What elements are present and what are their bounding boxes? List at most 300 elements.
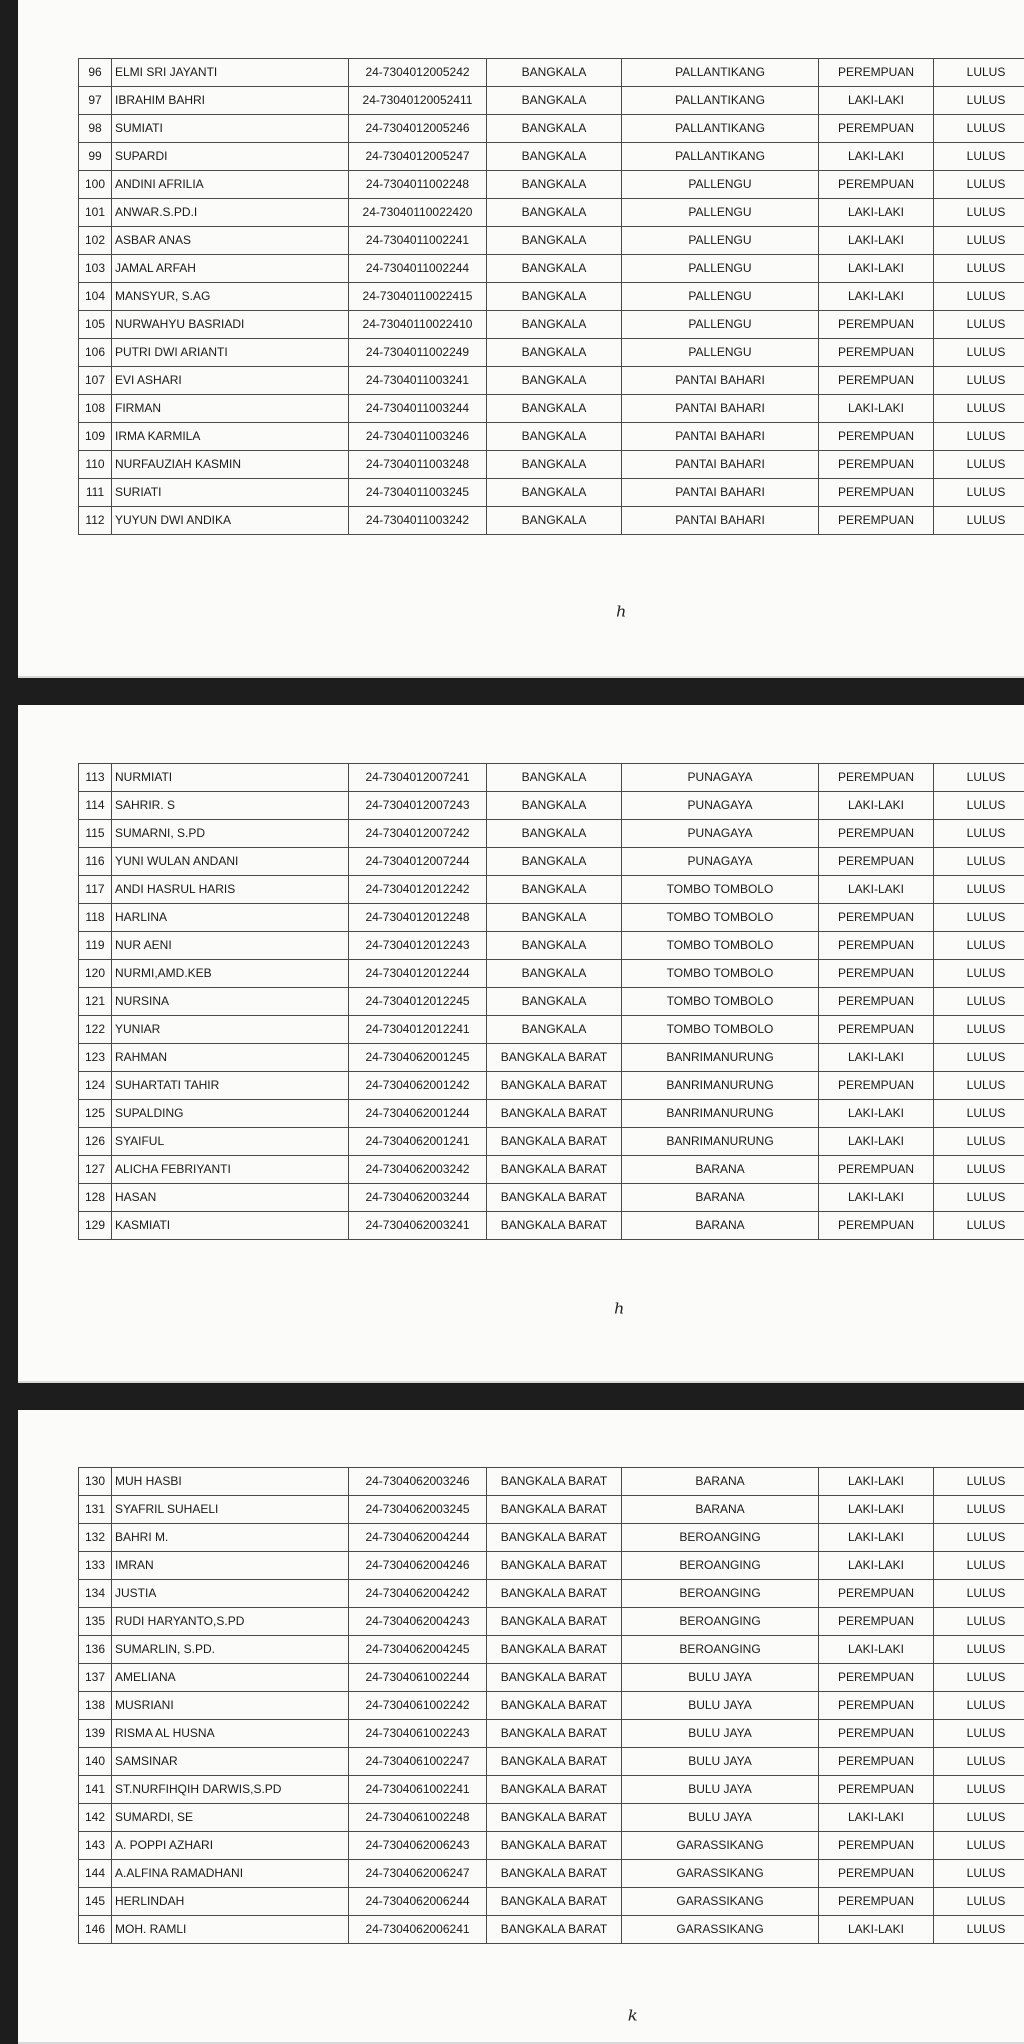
participant-id-cell: 24-7304011002244 xyxy=(349,255,487,283)
row-number-cell: 136 xyxy=(79,1636,112,1664)
result-status-cell: LULUS xyxy=(934,820,1024,848)
row-number-cell: 121 xyxy=(79,988,112,1016)
row-number-cell: 128 xyxy=(79,1184,112,1212)
row-number-cell: 100 xyxy=(79,171,112,199)
district-cell: BANGKALA xyxy=(487,848,622,876)
table-row xyxy=(79,1524,1024,1552)
participant-id-cell: 24-7304012007241 xyxy=(349,764,487,792)
participant-id-cell: 24-7304062006243 xyxy=(349,1832,487,1860)
village-cell: BARANA xyxy=(622,1496,819,1524)
row-number-cell: 97 xyxy=(79,87,112,115)
participant-name-cell: SUPALDING xyxy=(112,1100,349,1128)
result-status-cell: LULUS xyxy=(934,143,1024,171)
participant-id-cell: 24-7304012012245 xyxy=(349,988,487,1016)
district-cell: BANGKALA BARAT xyxy=(487,1524,622,1552)
row-number-cell: 105 xyxy=(79,311,112,339)
table-row xyxy=(79,199,1024,227)
gender-cell: PEREMPUAN xyxy=(819,479,934,507)
participant-name-cell: SUPARDI xyxy=(112,143,349,171)
table-row xyxy=(79,255,1024,283)
district-cell: BANGKALA xyxy=(487,367,622,395)
village-cell: PALLENGU xyxy=(622,199,819,227)
gender-cell: LAKI-LAKI xyxy=(819,395,934,423)
table-row xyxy=(79,115,1024,143)
participant-name-cell: SUMARDI, SE xyxy=(112,1804,349,1832)
table-row xyxy=(79,507,1024,535)
table-row xyxy=(79,395,1024,423)
participant-name-cell: MOH. RAMLI xyxy=(112,1916,349,1944)
row-number-cell: 111 xyxy=(79,479,112,507)
village-cell: TOMBO TOMBOLO xyxy=(622,932,819,960)
result-status-cell: LULUS xyxy=(934,1636,1024,1664)
participant-id-cell: 24-7304012005242 xyxy=(349,59,487,87)
results-table xyxy=(78,58,1024,535)
row-number-cell: 145 xyxy=(79,1888,112,1916)
district-cell: BANGKALA BARAT xyxy=(487,1156,622,1184)
result-status-cell: LULUS xyxy=(934,1156,1024,1184)
district-cell: BANGKALA BARAT xyxy=(487,1552,622,1580)
gender-cell: LAKI-LAKI xyxy=(819,1524,934,1552)
gender-cell: LAKI-LAKI xyxy=(819,1804,934,1832)
table-row xyxy=(79,479,1024,507)
table-row xyxy=(79,1184,1024,1212)
district-cell: BANGKALA xyxy=(487,115,622,143)
table-row xyxy=(79,1496,1024,1524)
village-cell: TOMBO TOMBOLO xyxy=(622,1016,819,1044)
gender-cell: PEREMPUAN xyxy=(819,1156,934,1184)
table-body xyxy=(79,764,1024,1240)
result-status-cell: LULUS xyxy=(934,1664,1024,1692)
table-row xyxy=(79,423,1024,451)
row-number-cell: 133 xyxy=(79,1552,112,1580)
gender-cell: PEREMPUAN xyxy=(819,904,934,932)
participant-id-cell: 24-7304062004243 xyxy=(349,1608,487,1636)
gender-cell: PEREMPUAN xyxy=(819,171,934,199)
village-cell: BANRIMANURUNG xyxy=(622,1044,819,1072)
village-cell: GARASSIKANG xyxy=(622,1832,819,1860)
participant-name-cell: EVI ASHARI xyxy=(112,367,349,395)
result-status-cell: LULUS xyxy=(934,115,1024,143)
participant-name-cell: SUMARNI, S.PD xyxy=(112,820,349,848)
row-number-cell: 127 xyxy=(79,1156,112,1184)
table-row xyxy=(79,988,1024,1016)
result-status-cell: LULUS xyxy=(934,1692,1024,1720)
table-row xyxy=(79,1128,1024,1156)
table-row xyxy=(79,1636,1024,1664)
participant-name-cell: ASBAR ANAS xyxy=(112,227,349,255)
district-cell: BANGKALA BARAT xyxy=(487,1748,622,1776)
row-number-cell: 143 xyxy=(79,1832,112,1860)
village-cell: TOMBO TOMBOLO xyxy=(622,904,819,932)
village-cell: BEROANGING xyxy=(622,1608,819,1636)
participant-id-cell: 24-7304062003244 xyxy=(349,1184,487,1212)
table-row xyxy=(79,1776,1024,1804)
participant-id-cell: 24-7304062003246 xyxy=(349,1468,487,1496)
gender-cell: PEREMPUAN xyxy=(819,1072,934,1100)
village-cell: PANTAI BAHARI xyxy=(622,367,819,395)
result-status-cell: LULUS xyxy=(934,1100,1024,1128)
village-cell: PANTAI BAHARI xyxy=(622,507,819,535)
table-row xyxy=(79,1692,1024,1720)
district-cell: BANGKALA xyxy=(487,87,622,115)
village-cell: BULU JAYA xyxy=(622,1720,819,1748)
row-number-cell: 119 xyxy=(79,932,112,960)
participant-name-cell: KASMIATI xyxy=(112,1212,349,1240)
participant-name-cell: RISMA AL HUSNA xyxy=(112,1720,349,1748)
row-number-cell: 141 xyxy=(79,1776,112,1804)
result-status-cell: LULUS xyxy=(934,171,1024,199)
result-status-cell: LULUS xyxy=(934,1128,1024,1156)
table-row xyxy=(79,59,1024,87)
village-cell: BEROANGING xyxy=(622,1580,819,1608)
participant-name-cell: PUTRI DWI ARIANTI xyxy=(112,339,349,367)
participant-name-cell: SAHRIR. S xyxy=(112,792,349,820)
participant-name-cell: AMELIANA xyxy=(112,1664,349,1692)
table-body xyxy=(79,59,1024,535)
row-number-cell: 120 xyxy=(79,960,112,988)
gender-cell: PEREMPUAN xyxy=(819,960,934,988)
table-row xyxy=(79,1860,1024,1888)
district-cell: BANGKALA BARAT xyxy=(487,1580,622,1608)
participant-name-cell: ANWAR.S.PD.I xyxy=(112,199,349,227)
district-cell: BANGKALA xyxy=(487,988,622,1016)
village-cell: BANRIMANURUNG xyxy=(622,1072,819,1100)
table-row xyxy=(79,367,1024,395)
district-cell: BANGKALA xyxy=(487,960,622,988)
district-cell: BANGKALA BARAT xyxy=(487,1072,622,1100)
district-cell: BANGKALA BARAT xyxy=(487,1888,622,1916)
participant-name-cell: NUR AENI xyxy=(112,932,349,960)
village-cell: BULU JAYA xyxy=(622,1664,819,1692)
district-cell: BANGKALA xyxy=(487,395,622,423)
village-cell: GARASSIKANG xyxy=(622,1916,819,1944)
district-cell: BANGKALA BARAT xyxy=(487,1804,622,1832)
district-cell: BANGKALA xyxy=(487,876,622,904)
table-row xyxy=(79,451,1024,479)
participant-id-cell: 24-73040110022420 xyxy=(349,199,487,227)
result-status-cell: LULUS xyxy=(934,87,1024,115)
result-status-cell: LULUS xyxy=(934,283,1024,311)
result-status-cell: LULUS xyxy=(934,792,1024,820)
village-cell: PALLANTIKANG xyxy=(622,115,819,143)
table-row xyxy=(79,1468,1024,1496)
result-status-cell: LULUS xyxy=(934,876,1024,904)
participant-name-cell: HERLINDAH xyxy=(112,1888,349,1916)
gender-cell: LAKI-LAKI xyxy=(819,876,934,904)
participant-name-cell: NURSINA xyxy=(112,988,349,1016)
row-number-cell: 132 xyxy=(79,1524,112,1552)
row-number-cell: 107 xyxy=(79,367,112,395)
gender-cell: LAKI-LAKI xyxy=(819,283,934,311)
gender-cell: PEREMPUAN xyxy=(819,1720,934,1748)
participant-id-cell: 24-7304011003242 xyxy=(349,507,487,535)
result-status-cell: LULUS xyxy=(934,1468,1024,1496)
table-row xyxy=(79,1916,1024,1944)
gender-cell: LAKI-LAKI xyxy=(819,255,934,283)
table-row xyxy=(79,87,1024,115)
result-status-cell: LULUS xyxy=(934,960,1024,988)
district-cell: BANGKALA BARAT xyxy=(487,1128,622,1156)
participant-name-cell: SYAFRIL SUHAELI xyxy=(112,1496,349,1524)
village-cell: PUNAGAYA xyxy=(622,848,819,876)
row-number-cell: 96 xyxy=(79,59,112,87)
result-status-cell: LULUS xyxy=(934,339,1024,367)
row-number-cell: 144 xyxy=(79,1860,112,1888)
participant-name-cell: YUNI WULAN ANDANI xyxy=(112,848,349,876)
village-cell: BULU JAYA xyxy=(622,1776,819,1804)
district-cell: BANGKALA xyxy=(487,764,622,792)
table-row xyxy=(79,1664,1024,1692)
village-cell: PUNAGAYA xyxy=(622,792,819,820)
table-row xyxy=(79,1888,1024,1916)
result-status-cell: LULUS xyxy=(934,988,1024,1016)
row-number-cell: 101 xyxy=(79,199,112,227)
village-cell: PALLENGU xyxy=(622,171,819,199)
participant-id-cell: 24-7304012007243 xyxy=(349,792,487,820)
participant-id-cell: 24-7304061002247 xyxy=(349,1748,487,1776)
row-number-cell: 139 xyxy=(79,1720,112,1748)
row-number-cell: 142 xyxy=(79,1804,112,1832)
participant-name-cell: A.ALFINA RAMADHANI xyxy=(112,1860,349,1888)
row-number-cell: 114 xyxy=(79,792,112,820)
table-row xyxy=(79,764,1024,792)
district-cell: BANGKALA BARAT xyxy=(487,1860,622,1888)
participant-name-cell: ELMI SRI JAYANTI xyxy=(112,59,349,87)
gender-cell: PEREMPUAN xyxy=(819,423,934,451)
participant-id-cell: 24-7304061002248 xyxy=(349,1804,487,1832)
district-cell: BANGKALA BARAT xyxy=(487,1720,622,1748)
result-status-cell: LULUS xyxy=(934,1804,1024,1832)
village-cell: BEROANGING xyxy=(622,1524,819,1552)
village-cell: PALLENGU xyxy=(622,311,819,339)
participant-id-cell: 24-7304011003244 xyxy=(349,395,487,423)
gender-cell: PEREMPUAN xyxy=(819,115,934,143)
participant-name-cell: A. POPPI AZHARI xyxy=(112,1832,349,1860)
district-cell: BANGKALA xyxy=(487,423,622,451)
table-row xyxy=(79,1552,1024,1580)
participant-name-cell: IRMA KARMILA xyxy=(112,423,349,451)
district-cell: BANGKALA xyxy=(487,339,622,367)
gender-cell: LAKI-LAKI xyxy=(819,1468,934,1496)
village-cell: TOMBO TOMBOLO xyxy=(622,960,819,988)
table-row xyxy=(79,792,1024,820)
handwritten-initial: ʰ xyxy=(614,1299,626,1329)
row-number-cell: 117 xyxy=(79,876,112,904)
row-number-cell: 130 xyxy=(79,1468,112,1496)
participant-id-cell: 24-7304062003245 xyxy=(349,1496,487,1524)
district-cell: BANGKALA xyxy=(487,932,622,960)
participant-id-cell: 24-7304012007244 xyxy=(349,848,487,876)
participant-name-cell: SUHARTATI TAHIR xyxy=(112,1072,349,1100)
result-status-cell: LULUS xyxy=(934,507,1024,535)
participant-id-cell: 24-7304011003245 xyxy=(349,479,487,507)
gender-cell: PEREMPUAN xyxy=(819,932,934,960)
result-status-cell: LULUS xyxy=(934,1212,1024,1240)
row-number-cell: 122 xyxy=(79,1016,112,1044)
result-status-cell: LULUS xyxy=(934,1072,1024,1100)
result-status-cell: LULUS xyxy=(934,1748,1024,1776)
participant-name-cell: SUMIATI xyxy=(112,115,349,143)
participant-id-cell: 24-7304012012243 xyxy=(349,932,487,960)
result-status-cell: LULUS xyxy=(934,1608,1024,1636)
gender-cell: LAKI-LAKI xyxy=(819,199,934,227)
participant-id-cell: 24-7304062003241 xyxy=(349,1212,487,1240)
result-status-cell: LULUS xyxy=(934,1184,1024,1212)
gender-cell: PEREMPUAN xyxy=(819,1016,934,1044)
gender-cell: LAKI-LAKI xyxy=(819,1636,934,1664)
result-status-cell: LULUS xyxy=(934,59,1024,87)
row-number-cell: 110 xyxy=(79,451,112,479)
participant-name-cell: YUYUN DWI ANDIKA xyxy=(112,507,349,535)
village-cell: GARASSIKANG xyxy=(622,1860,819,1888)
participant-name-cell: HARLINA xyxy=(112,904,349,932)
district-cell: BANGKALA BARAT xyxy=(487,1692,622,1720)
participant-id-cell: 24-7304012012248 xyxy=(349,904,487,932)
district-cell: BANGKALA xyxy=(487,792,622,820)
document-page-3 xyxy=(18,1410,1024,2044)
participant-id-cell: 24-7304062001244 xyxy=(349,1100,487,1128)
participant-id-cell: 24-7304062001242 xyxy=(349,1072,487,1100)
row-number-cell: 115 xyxy=(79,820,112,848)
gender-cell: LAKI-LAKI xyxy=(819,1552,934,1580)
handwritten-initial: ᵏ xyxy=(628,2006,638,2036)
gender-cell: LAKI-LAKI xyxy=(819,227,934,255)
result-status-cell: LULUS xyxy=(934,1720,1024,1748)
participant-id-cell: 24-73040120052411 xyxy=(349,87,487,115)
participant-name-cell: MUSRIANI xyxy=(112,1692,349,1720)
participant-name-cell: SYAIFUL xyxy=(112,1128,349,1156)
row-number-cell: 124 xyxy=(79,1072,112,1100)
village-cell: BULU JAYA xyxy=(622,1692,819,1720)
participant-id-cell: 24-7304011003241 xyxy=(349,367,487,395)
result-status-cell: LULUS xyxy=(934,227,1024,255)
gender-cell: LAKI-LAKI xyxy=(819,143,934,171)
table-row xyxy=(79,1212,1024,1240)
district-cell: BANGKALA xyxy=(487,199,622,227)
result-status-cell: LULUS xyxy=(934,1552,1024,1580)
district-cell: BANGKALA xyxy=(487,171,622,199)
district-cell: BANGKALA xyxy=(487,479,622,507)
village-cell: BEROANGING xyxy=(622,1552,819,1580)
row-number-cell: 99 xyxy=(79,143,112,171)
gender-cell: PEREMPUAN xyxy=(819,1748,934,1776)
table-row xyxy=(79,1156,1024,1184)
participant-id-cell: 24-7304011003248 xyxy=(349,451,487,479)
table-row xyxy=(79,227,1024,255)
table-row xyxy=(79,932,1024,960)
participant-name-cell: JAMAL ARFAH xyxy=(112,255,349,283)
row-number-cell: 102 xyxy=(79,227,112,255)
table-row xyxy=(79,1100,1024,1128)
gender-cell: PEREMPUAN xyxy=(819,1608,934,1636)
row-number-cell: 112 xyxy=(79,507,112,535)
district-cell: BANGKALA BARAT xyxy=(487,1184,622,1212)
handwritten-initial: ʰ xyxy=(616,602,628,632)
result-status-cell: LULUS xyxy=(934,423,1024,451)
row-number-cell: 103 xyxy=(79,255,112,283)
village-cell: BANRIMANURUNG xyxy=(622,1100,819,1128)
table-row xyxy=(79,1044,1024,1072)
row-number-cell: 118 xyxy=(79,904,112,932)
village-cell: PUNAGAYA xyxy=(622,820,819,848)
village-cell: PALLENGU xyxy=(622,283,819,311)
participant-id-cell: 24-7304012012244 xyxy=(349,960,487,988)
district-cell: BANGKALA xyxy=(487,59,622,87)
participant-id-cell: 24-7304061002244 xyxy=(349,1664,487,1692)
gender-cell: PEREMPUAN xyxy=(819,1580,934,1608)
participant-id-cell: 24-7304061002243 xyxy=(349,1720,487,1748)
row-number-cell: 134 xyxy=(79,1580,112,1608)
participant-id-cell: 24-7304012012242 xyxy=(349,876,487,904)
table-row xyxy=(79,1580,1024,1608)
participant-id-cell: 24-7304011002241 xyxy=(349,227,487,255)
participant-id-cell: 24-7304011002249 xyxy=(349,339,487,367)
participant-name-cell: IMRAN xyxy=(112,1552,349,1580)
participant-id-cell: 24-7304011003246 xyxy=(349,423,487,451)
gender-cell: LAKI-LAKI xyxy=(819,1100,934,1128)
participant-name-cell: ANDINI AFRILIA xyxy=(112,171,349,199)
gender-cell: PEREMPUAN xyxy=(819,848,934,876)
gender-cell: PEREMPUAN xyxy=(819,1832,934,1860)
village-cell: PANTAI BAHARI xyxy=(622,479,819,507)
row-number-cell: 126 xyxy=(79,1128,112,1156)
participant-name-cell: BAHRI M. xyxy=(112,1524,349,1552)
table-row xyxy=(79,1748,1024,1776)
result-status-cell: LULUS xyxy=(934,904,1024,932)
gender-cell: LAKI-LAKI xyxy=(819,1496,934,1524)
result-status-cell: LULUS xyxy=(934,1916,1024,1944)
result-status-cell: LULUS xyxy=(934,1832,1024,1860)
participant-name-cell: SAMSINAR xyxy=(112,1748,349,1776)
participant-id-cell: 24-73040110022415 xyxy=(349,283,487,311)
district-cell: BANGKALA xyxy=(487,507,622,535)
table-row xyxy=(79,1720,1024,1748)
row-number-cell: 135 xyxy=(79,1608,112,1636)
row-number-cell: 109 xyxy=(79,423,112,451)
district-cell: BANGKALA xyxy=(487,283,622,311)
district-cell: BANGKALA xyxy=(487,904,622,932)
results-table xyxy=(78,1467,1024,1944)
participant-name-cell: NURWAHYU BASRIADI xyxy=(112,311,349,339)
result-status-cell: LULUS xyxy=(934,764,1024,792)
gender-cell: PEREMPUAN xyxy=(819,1860,934,1888)
participant-id-cell: 24-7304012005247 xyxy=(349,143,487,171)
participant-name-cell: MANSYUR, S.AG xyxy=(112,283,349,311)
document-page-2 xyxy=(18,705,1024,1383)
village-cell: GARASSIKANG xyxy=(622,1888,819,1916)
row-number-cell: 140 xyxy=(79,1748,112,1776)
village-cell: PALLANTIKANG xyxy=(622,87,819,115)
village-cell: PANTAI BAHARI xyxy=(622,451,819,479)
result-status-cell: LULUS xyxy=(934,1580,1024,1608)
village-cell: PANTAI BAHARI xyxy=(622,423,819,451)
row-number-cell: 138 xyxy=(79,1692,112,1720)
participant-name-cell: ST.NURFIHQIH DARWIS,S.PD xyxy=(112,1776,349,1804)
district-cell: BANGKALA BARAT xyxy=(487,1044,622,1072)
gender-cell: PEREMPUAN xyxy=(819,311,934,339)
participant-id-cell: 24-7304061002241 xyxy=(349,1776,487,1804)
row-number-cell: 98 xyxy=(79,115,112,143)
village-cell: PUNAGAYA xyxy=(622,764,819,792)
results-table xyxy=(78,763,1024,1240)
village-cell: PALLANTIKANG xyxy=(622,59,819,87)
gender-cell: LAKI-LAKI xyxy=(819,1184,934,1212)
participant-name-cell: RUDI HARYANTO,S.PD xyxy=(112,1608,349,1636)
district-cell: BANGKALA xyxy=(487,143,622,171)
district-cell: BANGKALA xyxy=(487,820,622,848)
participant-id-cell: 24-7304062004245 xyxy=(349,1636,487,1664)
participant-id-cell: 24-7304062006244 xyxy=(349,1888,487,1916)
